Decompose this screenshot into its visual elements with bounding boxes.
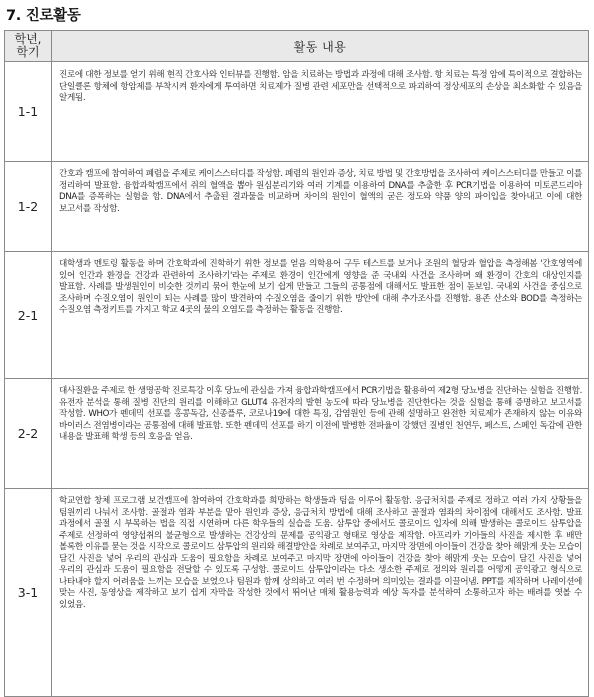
activity-content-cell: 대학생과 멘토링 활동을 하며 간호학과에 진학하기 위한 정보를 얻음 의학용어 구두 테스트를 보거나 조원의 혈당과 혈압을 측정해봄 '간호영역에 있어 인간과 환경을 건강과 관련하여 조사하기'라는 주제로 환경이 인간에게 영향을 준 국내외 사건을 조사하며 왜 환경이 간호의 대상인지를 발표함. 사례를 발생원인이 비슷한 것끼리 묶어 한눈에 보기 쉽게 만들고 그들의 공통점에 대해서도 발표한 점이 돋보임. 국내외 사건을 중심으로 조사하며 수질오염이 원인이 되는 사례를 많이 발견하여 수질오염을 줄이기 위한 방안에 대해 추가조사를 진행함. 용존 산소와 BOD를 측정하는 수질오염 측정키트를 가지고 학교 4곳의 물의 오염도를 측정하는 활동을 진행함. [52,252,589,379]
table-row [5,162,589,252]
table-row [5,489,589,697]
grade-cell: 2-2 [5,379,52,489]
grade-cell: 2-1 [5,252,52,379]
activity-content-cell: 학교연합 창체 프로그램 보건캠프에 참여하여 간호학과를 희망하는 학생들과 팀을 이루어 활동함. 응급처치를 주제로 정하고 여러 가지 상황들을 팀원끼리 나눠서 조사함. 골절과 염좌 부분을 맡아 원인과 증상, 응급처치 방법에 대해 조사하고 골절과 염좌의 차이점에 대해서도 조사함. 발표 과정에서 골절 시 부목하는 법을 직접 시연하며 다른 학우들의 실습을 도움. 삼투압 중에서도 콜로이드 입자에 의해 발생하는 콜로이드 삼투압을 주제로 선정하여 영양섭취의 불균형으로 발생하는 건강상의 문제를 공익광고 형태로 영상을 제작함. 아프리카 기아들의 사진을 제시한 후 배만 볼록한 이유를 묻는 것을 시작으로 콜로이드 삼투압의 원리와 해결방안을 차례로 보여주고, 마지막 장면에 아이들이 건강을 찾아 해맑게 웃는 모습이 담긴 사진을 넣어 우리의 관심과 도움이 필요함을 차례로 보여주고 마지막 장면에 아이들이 건강을 찾아 해맑게 웃는 모습이 담긴 사진을 넣어 우리의 관심과 도움이 필요함을 전달할 수 있도록 구성함. 콜로이드 삼투압이라는 다소 생소한 주제로 정의와 원리를 어떻게 공익광고 형식으로 나타내야 할지 어려움을 느끼는 모습을 보였으나 팀원과 함께 상의하고 여러 번 수정하며 의미있는 결과를 이끌어냄. PPT를 제작하며 나레이션에 맞는 사진, 동영상을 제작하고 보기 쉽게 자막을 작성한 것에서 뛰어난 매체 활용능력과 예상 독자를 분석하여 소통하고자 하는 배려를 엿볼 수 있었음. [52,489,589,697]
header-grade-line2: 학기 [16,45,40,59]
header-activity: 활동 내용 [52,31,589,62]
section-title: 7. 진로활동 [6,8,81,24]
table-row [5,62,589,162]
table-row [5,379,589,489]
activity-content-cell: 진로에 대한 정보를 얻기 위해 현직 간호사와 인터뷰를 진행함. 암을 치료하는 방법과 과정에 대해 조사함. 항 치료는 특정 암에 특이적으로 결합하는 단일클론 항체에 항암제를 부착시켜 환자에게 투여하면 치료제가 질병 관련 세포만을 선택적으로 파괴하여 정상세포의 손상을 최소화할 수 있음을 알게됨. [52,62,589,162]
activity-content-cell: 대사질환을 주제로 한 생명공학 진로특강 이후 당뇨에 관심을 가져 융합과학캠프에서 PCR기법을 활용하여 제2형 당뇨병을 진단하는 실험을 진행함. 유전자 분석을 통해 질병 진단의 원리를 이해하고 GLUT4 유전자의 발현 농도에 따라 당뇨병을 진단한다는 것을 실험을 통해 증명하고 보고서를 작성함. WHO가 펜데믹 선포를 홍콩독감, 신종플루, 코로나19에 대한 특징, 감염원인 등에 관해 설명하고 완전한 치료제가 존재하지 않는 이유와 바이러스 전염병이라는 공통점에 대해 발표함. 또한 펜데믹 선포를 하기 이전에 발병한 전파율이 강했던 질병인 천연두, 페스트, 스페인 독감에 관한 내용을 발표해 학생 등의 호응을 얻음. [52,379,589,489]
grade-cell: 1-2 [5,162,52,252]
header-grade-line1: 학년, [14,32,42,46]
grade-cell: 3-1 [5,489,52,697]
table-row [5,252,589,379]
header-grade [5,31,52,62]
table-header-row [5,31,589,62]
grade-cell: 1-1 [5,62,52,162]
activity-content-cell: 간호과 캠프에 참여하여 폐렴을 주제로 케이스스터디를 작성함. 폐렴의 원인과 증상, 치료 방법 및 간호방법을 조사하여 케이스스터디를 만들고 이를 정리하여 발표함. 융합과학캠프에서 쥐의 혈액을 뽑아 원심분리기와 여러 기계를 이용하여 DNA를 추출한 후 PCR기법을 이용하여 미토콘드리아 DNA를 증폭하는 실험을 함. DNA에서 추출된 결과물을 비교하며 차이의 원인이 혈액의 굳은 정도와 약품 양의 파이입을 찾아내고 이에 대한 보고서를 작성함. [52,162,589,252]
career-activity-table [4,30,589,697]
